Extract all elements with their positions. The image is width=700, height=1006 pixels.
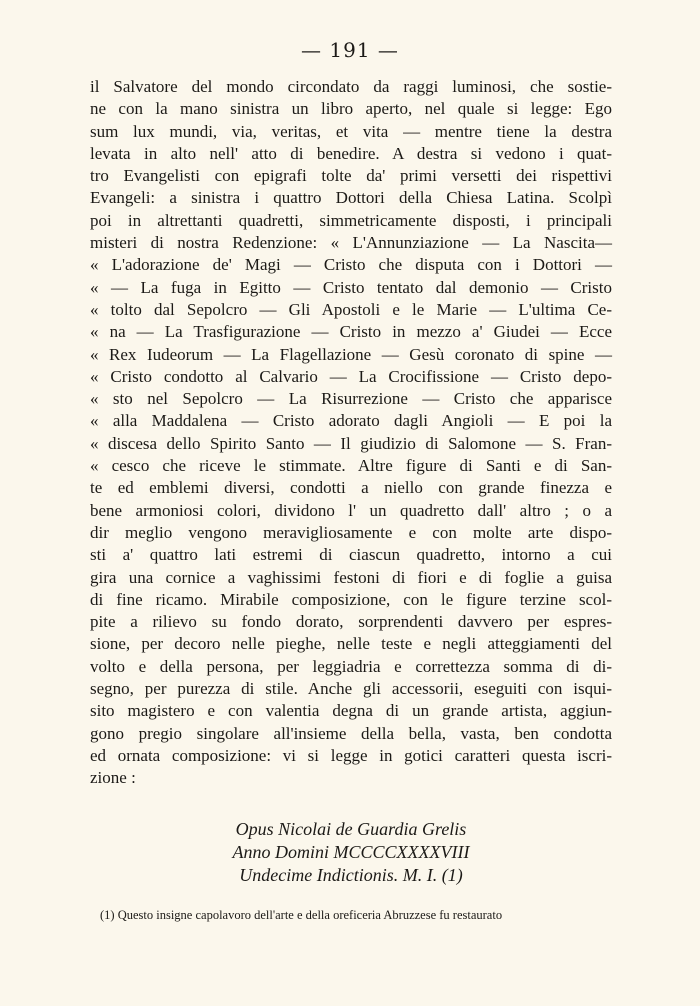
body-line: « Rex Iudeorum — La Flagellazione — Gesù coronato di spine — (90, 344, 612, 364)
body-line: pite a rilievo su fondo dorato, sorprendenti davvero per espres- (90, 612, 612, 632)
body-line: « — La fuga in Egitto — Cristo tentato dal demonio — Cristo (90, 277, 612, 297)
body-line: « L'adorazione de' Magi — Cristo che disputa con i Dottori — (90, 255, 612, 275)
body-line: sum lux mundi, via, veritas, et vita — mentre tiene la destra (90, 121, 612, 141)
body-line: te ed emblemi diversi, condotti a niello con grande finezza e (90, 478, 612, 498)
body-line: « na — La Trasfigurazione — Cristo in mezzo a' Giudei — Ecce (90, 322, 612, 342)
body-line: « alla Maddalena — Cristo adorato dagli Angioli — E poi la (90, 411, 612, 431)
body-line: segno, per purezza di stile. Anche gli accessorii, eseguiti con isqui- (90, 679, 612, 699)
inscription-line: Opus Nicolai de Guardia Grelis (235, 819, 467, 839)
body-line: gira una cornice a vaghissimi festoni di fiori e di foglie a guisa (90, 567, 612, 587)
body-line: « discesa dello Spirito Santo — Il giudizio di Salomone — S. Fran- (90, 433, 612, 453)
inscription (90, 818, 612, 887)
inscription-line: Undecime Indictionis. M. I. (1) (239, 865, 463, 885)
body-line: levata in alto nell' atto di benedire. A destra si vedono i quat- (90, 143, 612, 163)
body-line: misteri di nostra Redenzione: « L'Annunziazione — La Nascita— (90, 233, 612, 253)
body-line: tro Evangelisti con epigrafi tolte da' primi versetti dei rispettivi (90, 166, 612, 186)
body-line: « tolto dal Sepolcro — Gli Apostoli e le Marie — L'ultima Ce- (90, 299, 612, 319)
body-line: « cesco che riceve le stimmate. Altre figure di Santi e di San- (90, 456, 612, 476)
body-line: sti a' quattro lati estremi di ciascun quadretto, intorno a cui (90, 545, 612, 565)
body-line: poi in altrettanti quadretti, simmetricamente disposti, i principali (90, 210, 612, 230)
body-line: « Cristo condotto al Calvario — La Crocifissione — Cristo depo- (90, 366, 612, 386)
inscription-line: Anno Domini MCCCCXXXXVIII (232, 842, 470, 862)
body-line: ed ornata composizione: vi si legge in gotici caratteri questa iscri- (90, 745, 612, 765)
footnote: (1) Questo insigne capolavoro dell'arte e della oreficeria Abruzzese fu restaurato (100, 908, 503, 922)
body-line: di fine ricamo. Mirabile composizione, con le figure terzine scol- (90, 589, 612, 609)
body-line: bene armoniosi colori, dividono l' un quadretto dall' altro ; o a (90, 500, 612, 520)
body-line: « sto nel Sepolcro — La Risurrezione — Cristo che apparisce (90, 389, 612, 409)
body-line: sito magistero e con valentia degna di un grande artista, aggiun- (90, 701, 612, 721)
body-line: sione, per decoro nelle pieghe, nelle teste e negli atteggiamenti del (90, 634, 612, 654)
body-line: volto e della persona, per leggiadria e correttezza somma di di- (90, 656, 612, 676)
page-number: — 191 — (301, 38, 399, 62)
body-line: il Salvatore del mondo circondato da raggi luminosi, che sostie- (90, 77, 612, 96)
body-line: zione : (90, 768, 136, 788)
body-line: ne con la mano sinistra un libro aperto, nel quale si legge: Ego (90, 99, 612, 119)
body-line: Evangeli: a sinistra i quattro Dottori della Chiesa Latina. Scolpì (90, 188, 612, 208)
body-line: dir meglio vengono meravigliosamente e con molte arte dispo- (90, 522, 612, 542)
body-line: gono pregio singolare all'insieme della bella, vasta, ben condotta (90, 723, 612, 743)
body-text (90, 76, 612, 790)
